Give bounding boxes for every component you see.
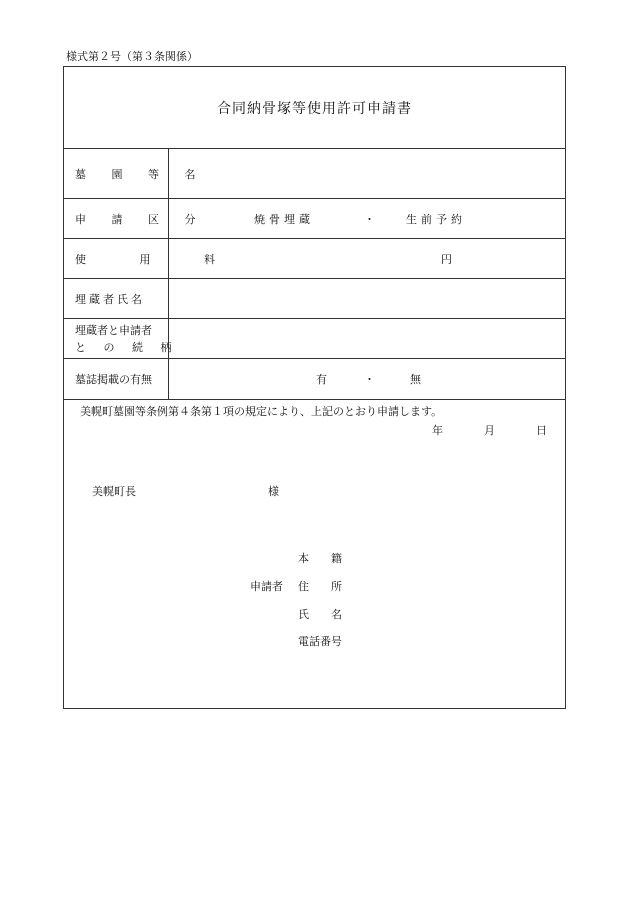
form-title: 合同納骨塚等使用許可申請書 xyxy=(64,67,565,149)
row-cemetery-name xyxy=(64,149,565,199)
fee-field[interactable] xyxy=(169,239,565,278)
form-number: 様式第２号（第３条関係） xyxy=(66,50,198,63)
applicant-address-label: 住 所 xyxy=(298,580,342,593)
row-interred-name xyxy=(64,279,565,319)
applicant-phone-label: 電話番号 xyxy=(298,635,342,648)
epitaph-field[interactable] xyxy=(169,359,565,399)
date-day: 日 xyxy=(536,424,547,437)
application-form xyxy=(63,66,566,709)
applicant-name-label: 氏 名 xyxy=(298,608,342,621)
declaration-section xyxy=(64,400,565,709)
date-month: 月 xyxy=(484,424,495,437)
row-relationship xyxy=(64,319,565,359)
cemetery-name-label: 墓 園 等 名 xyxy=(64,149,169,198)
application-date[interactable] xyxy=(432,422,547,438)
fee-label: 使 用 料 xyxy=(64,239,169,278)
applicant-domicile-label: 本 籍 xyxy=(298,552,342,565)
relationship-label-line1: 埋蔵者と申請者 xyxy=(75,323,152,337)
addressee-name: 美幌町長 xyxy=(92,485,136,498)
fee-unit: 円 xyxy=(441,252,452,266)
application-type-field[interactable] xyxy=(169,199,565,238)
option-separator: ・ xyxy=(364,212,375,226)
option-separator: ・ xyxy=(364,373,375,386)
option-advance-reservation[interactable]: 生前予約 xyxy=(406,212,466,226)
interred-name-field[interactable] xyxy=(169,279,565,318)
interred-name-label: 埋蔵者氏名 xyxy=(64,279,169,318)
declaration-statement: 美幌町墓園等条例第４条第１項の規定により、上記のとおり申請します。 xyxy=(80,405,443,418)
epitaph-label: 墓誌掲載の有無 xyxy=(64,359,169,399)
applicant-prefix-label: 申請者 xyxy=(250,580,283,593)
cemetery-name-field[interactable] xyxy=(169,149,565,198)
addressee-honorific: 様 xyxy=(268,485,279,498)
row-epitaph xyxy=(64,359,565,400)
option-no[interactable]: 無 xyxy=(410,373,421,386)
option-yes[interactable]: 有 xyxy=(316,373,327,386)
relationship-label-line2: と の 続 柄 xyxy=(75,340,179,354)
row-fee xyxy=(64,239,565,279)
option-cremated-remains[interactable]: 焼骨埋蔵 xyxy=(254,212,314,226)
date-year: 年 xyxy=(432,424,443,437)
application-type-label: 申 請 区 分 xyxy=(64,199,169,238)
row-application-type xyxy=(64,199,565,239)
relationship-label xyxy=(64,319,179,358)
relationship-field[interactable] xyxy=(169,319,565,358)
